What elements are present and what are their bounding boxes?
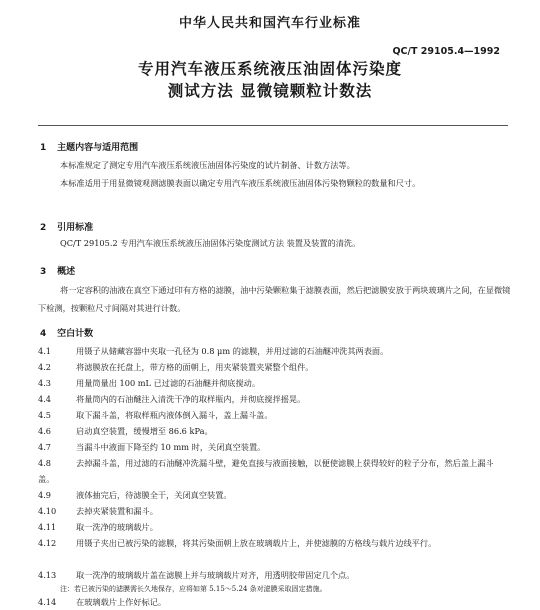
- item-text: 将滤膜放在托盘上，带方格的面朝上，用夹紧装置夹紧整个组件。: [76, 362, 314, 372]
- section-title: 概述: [57, 267, 76, 277]
- footnote: 注：若已被污染的滤膜需长久地保存，应将如第 5.15～5.24 条对滤膜采取固定措施。: [60, 585, 327, 593]
- list-item: [38, 519, 508, 535]
- item-number: 4.2: [38, 362, 52, 372]
- item-text: 取下漏斗盖，将取样瓶内液体倒入漏斗，盖上漏斗盖。: [76, 410, 273, 420]
- section-heading: [40, 140, 138, 153]
- item-number: 4.9: [38, 490, 52, 500]
- document-title-line1: 专用汽车液压系统液压油固体污染度: [137, 60, 402, 78]
- item-text: 在玻璃载片上作好标记。: [76, 597, 167, 607]
- item-text: 取一洗净的玻璃载片。: [76, 522, 158, 532]
- item-text: 启动真空装置，缓慢增至 86.6 kPa。: [76, 426, 213, 436]
- list-item: [38, 503, 508, 519]
- paragraph: 本标准适用于用显微镜观测滤膜表面以确定专用汽车液压系统液压油固体污染物颗粒的数量和尺寸。: [60, 178, 421, 188]
- item-number: 4.4: [38, 394, 52, 404]
- item-text: 用镊子夹出已被污染的滤膜，将其污染面朝上放在玻璃载片上，并使滤膜的方格线与载片边线平行。: [76, 538, 437, 548]
- list-item: [38, 375, 508, 391]
- list-item: [38, 487, 508, 503]
- section-title: 主题内容与适用范围: [57, 143, 139, 153]
- list-item: [38, 439, 508, 455]
- section-number: 3: [40, 267, 47, 277]
- item-number: 4.5: [38, 410, 52, 420]
- item-text: 液体抽完后，待滤膜全干，关闭真空装置。: [76, 490, 232, 500]
- section-number: 1: [40, 143, 47, 153]
- list-item: [38, 455, 508, 487]
- document-title-line2: 测试方法 显微镜颗粒计数法: [167, 82, 373, 100]
- item-text: 将量筒内的石油醚注入清洗干净的取样瓶内，并彻底搅拌摇晃。: [76, 394, 306, 404]
- item-number: 4.6: [38, 426, 52, 436]
- item-number: 4.3: [38, 378, 52, 388]
- standard-code: QC/T 29105.4—1992: [392, 46, 500, 57]
- item-text: 用量筒量出 100 mL 已过滤的石油醚并彻底搅动。: [76, 378, 261, 388]
- section-heading: [40, 220, 93, 233]
- item-text: 取一洗净的玻璃载片盖在滤膜上并与玻璃载片对齐，用透明胶带固定几个点。: [76, 570, 355, 580]
- list-item: [38, 407, 508, 423]
- item-number: 4.8: [38, 458, 52, 468]
- section-heading: [40, 264, 75, 277]
- list-item: [38, 567, 508, 583]
- standard-header: 中华人民共和国汽车行业标准: [178, 16, 361, 31]
- section-title: 引用标准: [57, 223, 94, 233]
- item-number: 4.13: [38, 570, 57, 580]
- item-text: 当漏斗中液面下降至约 10 mm 时，关闭真空装置。: [76, 442, 266, 452]
- item-number: 4.10: [38, 506, 57, 516]
- section-title: 空白计数: [57, 329, 94, 339]
- item-number: 4.1: [38, 346, 52, 356]
- item-number: 4.12: [38, 538, 57, 548]
- paragraph: QC/T 29105.2 专用汽车液压系统液压油固体污染度测试方法 装置及装置的清洗。: [60, 238, 361, 248]
- section-number: 4: [40, 329, 47, 339]
- item-number: 4.7: [38, 442, 52, 452]
- paragraph: 将一定容积的油液在真空下通过印有方格的滤膜，油中污染颗粒集于滤膜表面，然后把滤膜安放于两块玻璃片之间，在显微镜下检测，按颗粒尺寸间隔对其进行计数。: [38, 285, 511, 313]
- list-item: [38, 535, 508, 551]
- section-number: 2: [40, 223, 47, 233]
- list-item: [38, 391, 508, 407]
- item-text: 用镊子从储藏容器中夹取一孔径为 0.8 μm 的滤膜，并用过滤的石油醚冲洗其两表面。: [76, 346, 389, 356]
- item-number: 4.14: [38, 597, 57, 607]
- item-text: 去掉漏斗盖，用过滤的石油醚冲洗漏斗壁，避免直接与液面接触，以便使滤膜上获得较好的粒子分布，然后盖上漏斗盖。: [38, 458, 494, 484]
- list-item: [38, 343, 508, 359]
- section-heading: [40, 326, 93, 339]
- list-item: [38, 594, 508, 610]
- list-item: [38, 423, 508, 439]
- item-number: 4.11: [38, 522, 57, 532]
- list-item: [38, 359, 508, 375]
- paragraph: 本标准规定了测定专用汽车液压系统液压油固体污染度的试片制备、计数方法等。: [60, 160, 355, 170]
- item-text: 去掉夹紧装置和漏斗。: [76, 506, 158, 516]
- header-divider: [38, 125, 508, 126]
